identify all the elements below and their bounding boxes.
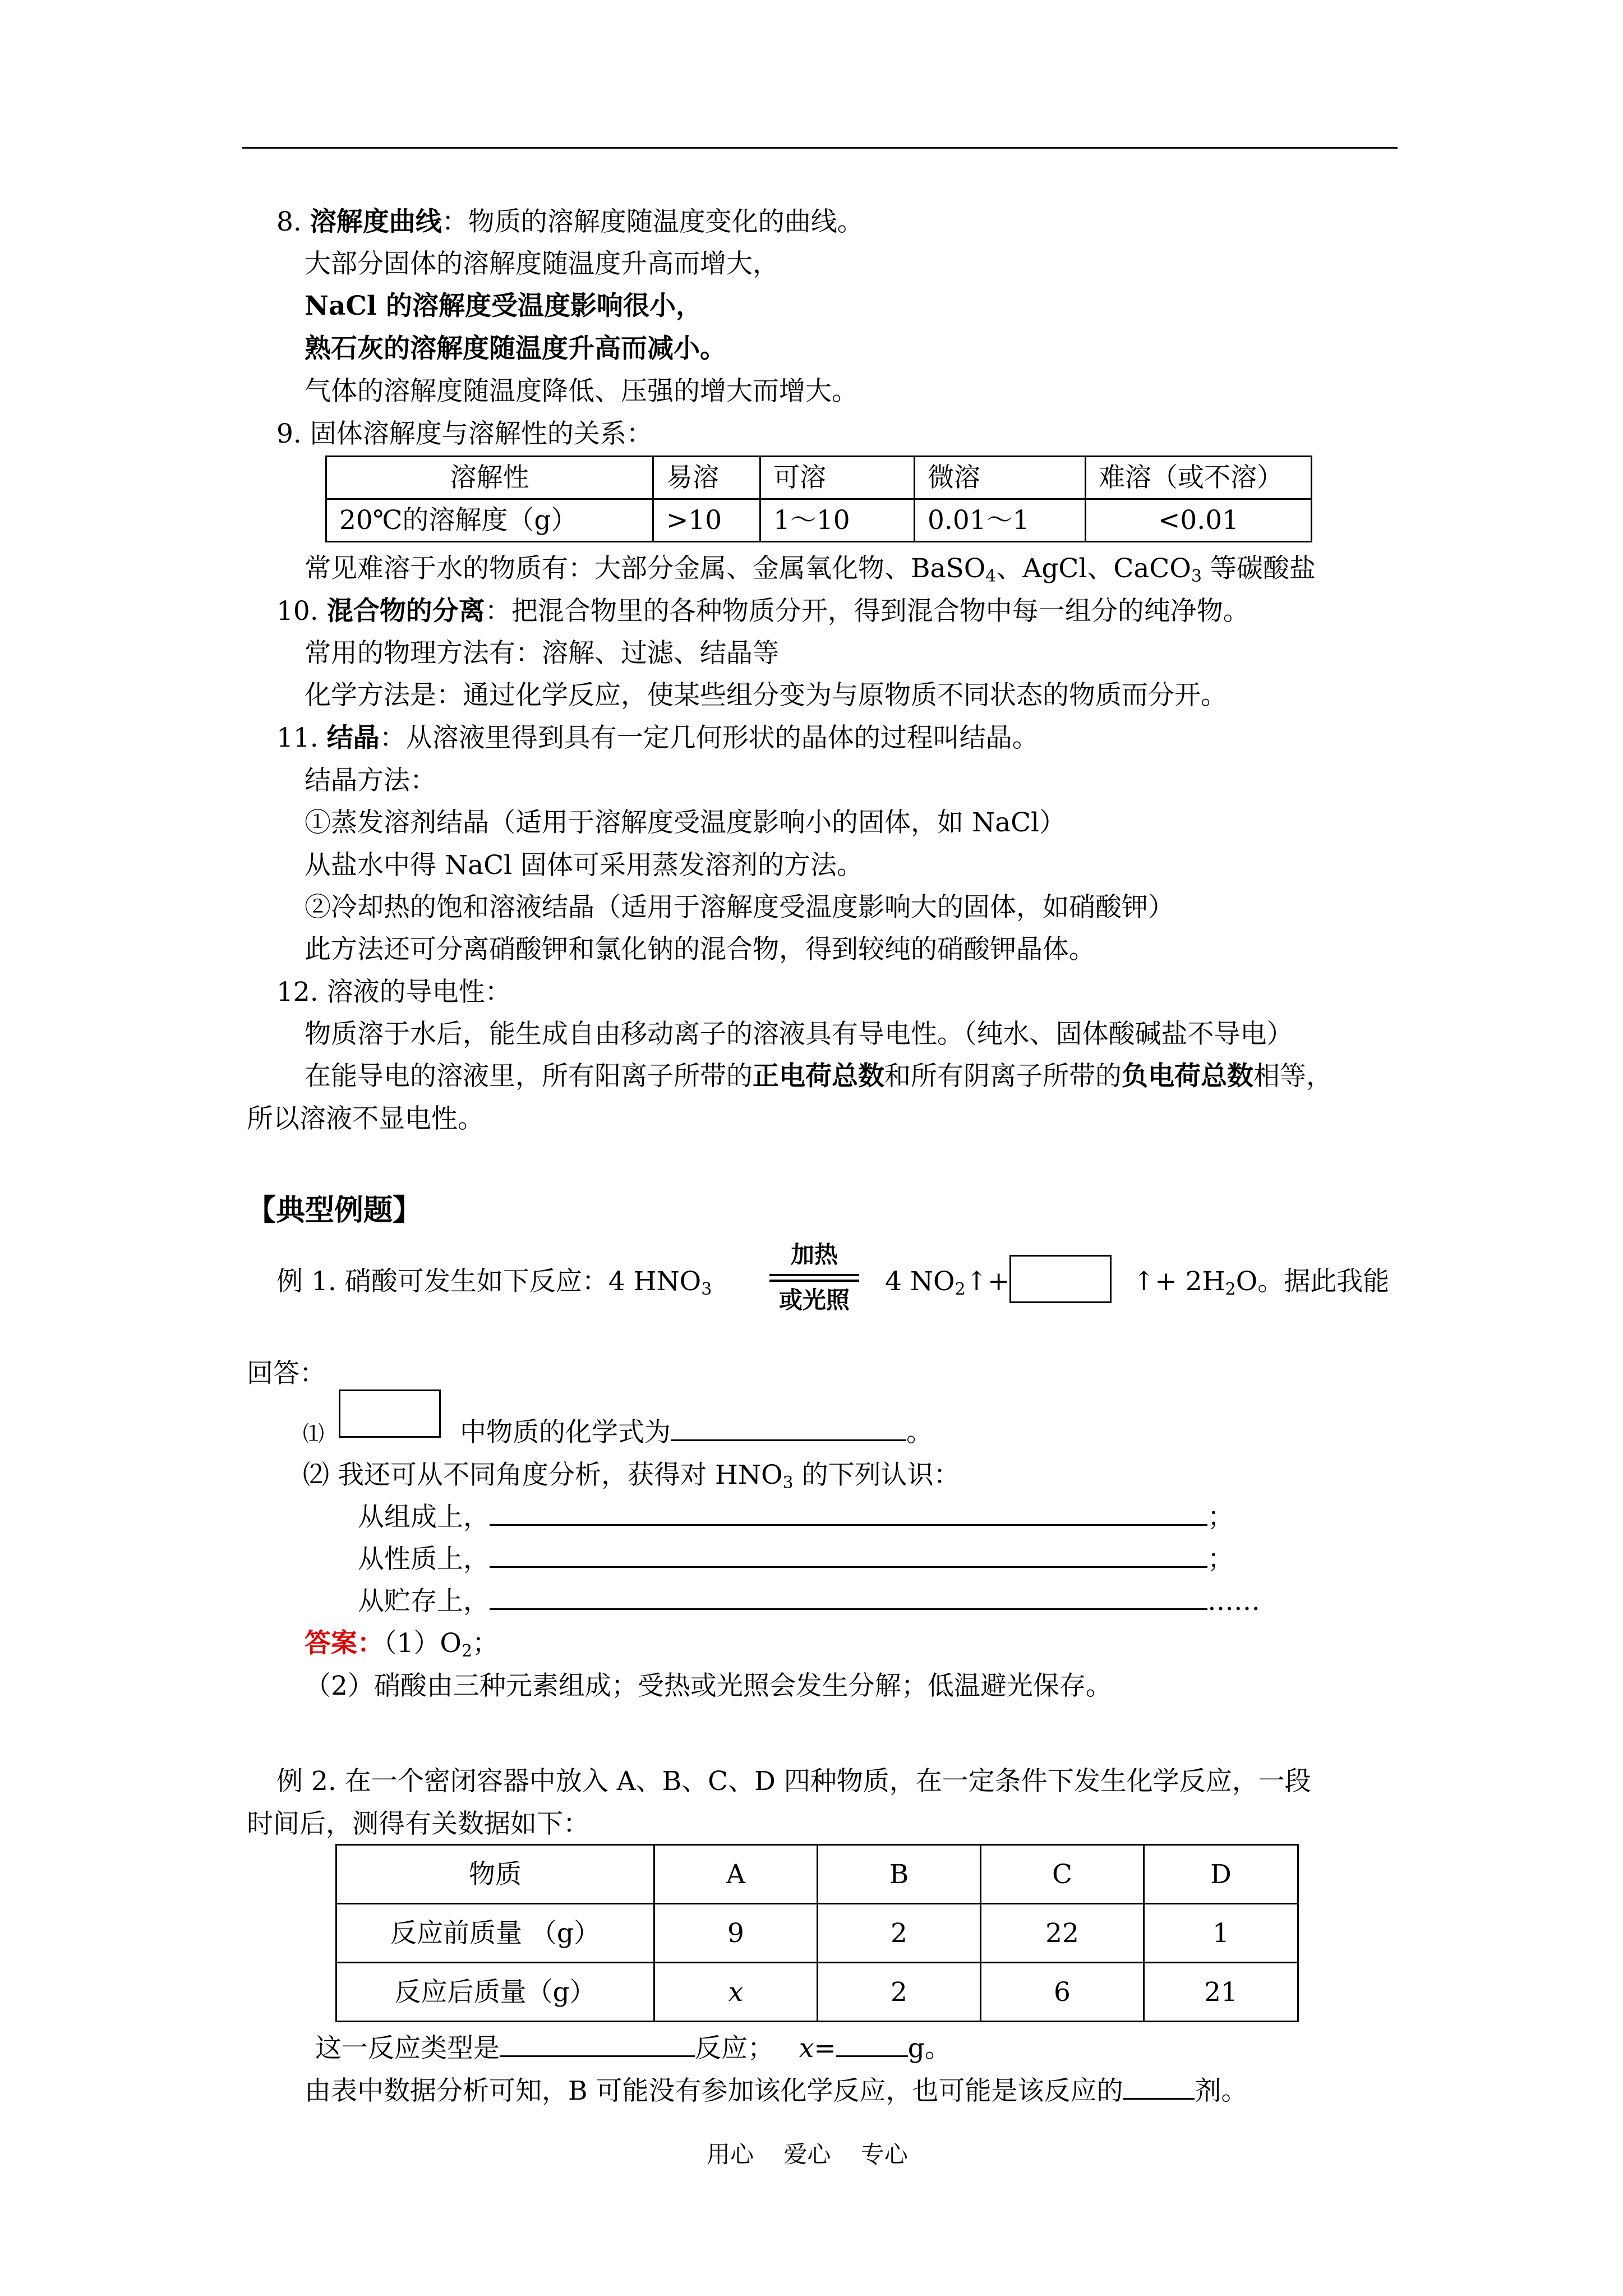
table-cell: <0.01 [1086, 499, 1312, 542]
reaction-arrow-line [769, 1274, 859, 1276]
example-2-line-1: 例 2. 在一个密闭容器中放入 A、B、C、D 四种物质，在一定条件下发生化学反应，一段 [276, 1766, 1311, 1797]
table-header-cell: C [981, 1845, 1144, 1904]
item-8-line-1: 大部分固体的溶解度随温度升高而增大， [305, 249, 779, 279]
item-9-note: 常见难溶于水的物质有：大部分金属、金属氧化物、BaSO$_4$、AgCl、CaCO$_3$ 等碳酸盐 [305, 553, 1316, 586]
reaction-data-table [335, 1844, 1299, 2022]
item-10-line-2: 化学方法是：通过化学反应，使某些组分变为与原物质不同状态的物质而分开。 [305, 680, 1227, 711]
term-crystallization: 结晶 [326, 723, 380, 753]
item-8-line-4: 气体的溶解度随温度降低、压强的增大而增大。 [305, 376, 858, 407]
item-12-line-2: 在能导电的溶液里，所有阳离子所带的正电荷总数和所有阴离子所带的负电荷总数相等， [305, 1061, 1332, 1092]
question-1-text: 中物质的化学式为 。 [460, 1417, 933, 1448]
reaction-condition-top: 加热 [790, 1241, 838, 1268]
table-header-cell: 易溶 [653, 457, 760, 499]
table-cell: 22 [981, 1904, 1144, 1963]
item-10-line-1: 常用的物理方法有：溶解、过滤、结晶等 [305, 638, 779, 669]
table-cell: 反应前质量 （g） [336, 1904, 654, 1963]
answer-blank-agent[interactable] [1123, 2098, 1195, 2100]
item-11-line-3: 从盐水中得 NaCl 固体可采用蒸发溶剂的方法。 [305, 850, 864, 881]
item-11-line-5: 此方法还可分离硝酸钾和氯化钠的混合物，得到较纯的硝酸钾晶体。 [305, 934, 1095, 965]
item-10-heading: 10. 混合物的分离：把混合物里的各种物质分开，得到混合物中每一组分的纯净物。 [276, 596, 1249, 627]
item-8-line-2: NaCl 的溶解度受温度影响很小， [305, 291, 703, 321]
table-header-cell: D [1144, 1845, 1298, 1904]
page-footer: 用心 爱心 专心 [707, 2141, 908, 2168]
answer-blank-reaction-type[interactable] [500, 2055, 695, 2057]
table-cell: x [654, 1963, 818, 2022]
item-11-line-2: ①蒸发溶剂结晶（适用于溶解度受温度影响小的固体，如 NaCl） [305, 807, 1066, 838]
table-header-cell: B [818, 1845, 981, 1904]
table-cell: >10 [653, 499, 760, 542]
solubility-table [325, 455, 1312, 542]
question-1-number: ⑴ [303, 1421, 325, 1446]
item-8-heading: 8. 溶解度曲线：物质的溶解度随温度变化的曲线。 [276, 206, 864, 237]
table-cell: 1～10 [760, 499, 915, 542]
answer-line-1: 答案：$(1)O_2$； [305, 1628, 499, 1661]
example-2-question-2: 由表中数据分析可知，B 可能没有参加该化学反应，也可能是该反应的 剂。 [305, 2076, 1248, 2106]
reaction-condition-bottom: 或光照 [778, 1286, 850, 1314]
example-2-question-1: 这一反应类型是 反应； x= g。 [315, 2033, 951, 2064]
table-header-cell: 物质 [336, 1845, 654, 1904]
answer-blank-x[interactable] [836, 2055, 908, 2057]
unknown-product-box[interactable] [1009, 1255, 1112, 1303]
table-cell: 2 [818, 1963, 981, 2022]
item-11-line-1: 结晶方法： [305, 765, 436, 796]
example-2-line-2: 时间后，测得有关数据如下： [247, 1809, 589, 1839]
term-solubility-curve: 溶解度曲线 [310, 206, 442, 237]
table-header-cell: 溶解性 [326, 457, 653, 499]
table-header-cell: 难溶（或不溶） [1086, 457, 1312, 499]
table-cell: 2 [818, 1904, 981, 1963]
example-1-lead: 例 1. 硝酸可发生如下反应：4 $HNO_3$ [276, 1266, 712, 1299]
answer-blank-composition[interactable] [490, 1524, 1207, 1526]
table-cell: 20℃的溶解度（g） [326, 499, 653, 542]
table-cell: 9 [654, 1904, 818, 1963]
table-cell: 反应后质量（g） [336, 1963, 654, 2022]
item-12-heading: 12. 溶液的导电性： [276, 977, 511, 1007]
answer-line-2: （2）硝酸由三种元素组成；受热或光照会发生分解；低温避光保存。 [305, 1671, 1112, 1701]
item-11-line-4: ②冷却热的饱和溶液结晶（适用于溶解度受温度影响大的固体，如硝酸钾） [305, 892, 1174, 923]
section-title: 【典型例题】 [247, 1193, 422, 1227]
table-cell: 6 [981, 1963, 1144, 2022]
table-header-cell: 可溶 [760, 457, 915, 499]
answer-label: 答案： [305, 1628, 384, 1659]
table-cell: 0.01～1 [915, 499, 1086, 542]
reaction-tail: ↑+ $2H_2O$。据此我能 [1133, 1266, 1390, 1299]
table-header-cell: 微溶 [915, 457, 1086, 499]
angle-composition: 从组成上， ； [358, 1502, 1234, 1533]
header-rule [242, 147, 1398, 149]
answer-blank-formula[interactable] [671, 1439, 906, 1441]
answer-blank-property[interactable] [490, 1566, 1207, 1568]
term-mixture-separation: 混合物的分离 [326, 596, 485, 627]
item-12-line-3: 所以溶液不显电性。 [247, 1103, 484, 1134]
reaction-product-no2: 4 $NO_2↑+$ [885, 1266, 1010, 1299]
item-9-heading: 9. 固体溶解度与溶解性的关系： [276, 418, 653, 449]
table-header-cell: A [654, 1845, 818, 1904]
item-8-line-3: 熟石灰的溶解度随温度升高而减小。 [305, 333, 726, 364]
question-1-box[interactable] [339, 1389, 441, 1438]
question-2-text: ⑵ 我还可从不同角度分析，获得对 $HNO_3$ 的下列认识： [303, 1460, 960, 1493]
angle-property: 从性质上， ； [358, 1544, 1234, 1575]
table-cell: 1 [1144, 1904, 1298, 1963]
example-1-continuation: 回答： [247, 1358, 326, 1389]
reaction-arrow-line-2 [769, 1280, 859, 1282]
item-11-heading: 11. 结晶：从溶液里得到具有一定几何形状的晶体的过程叫结晶。 [276, 723, 1039, 753]
angle-storage: 从贮存上， …… [358, 1586, 1260, 1617]
table-cell: 21 [1144, 1963, 1298, 2022]
answer-blank-storage[interactable] [490, 1608, 1207, 1610]
item-12-line-1: 物质溶于水后，能生成自由移动离子的溶液具有导电性。（纯水、固体酸碱盐不导电） [305, 1019, 1293, 1050]
